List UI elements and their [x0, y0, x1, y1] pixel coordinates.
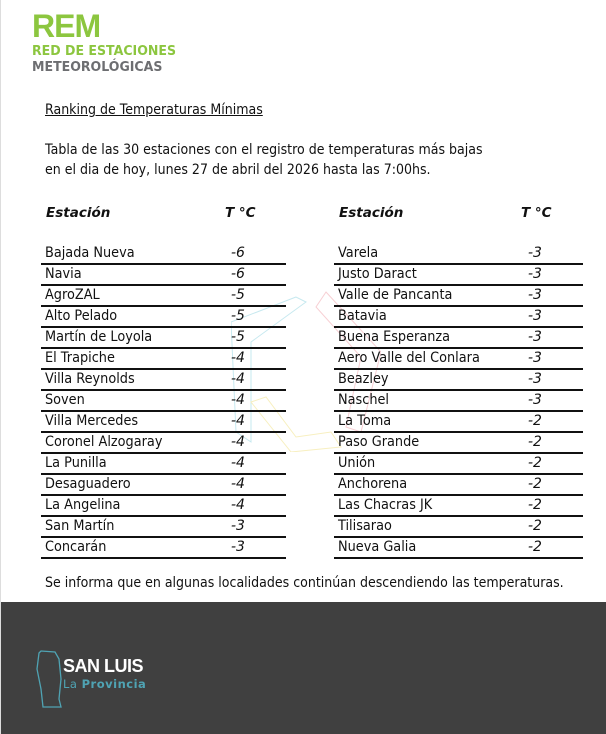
temperature-value: -3 — [528, 308, 542, 324]
brand-name: SAN LUIS — [63, 656, 144, 676]
temperature-value: -3 — [528, 245, 542, 261]
table-row — [334, 496, 583, 517]
station-name: La Punilla — [45, 455, 107, 471]
table-row — [41, 496, 286, 517]
temperature-value: -2 — [528, 539, 542, 555]
column-header-station: Estación — [46, 205, 111, 221]
table-row — [41, 265, 286, 286]
intro-text — [45, 140, 483, 180]
table-row — [41, 538, 286, 559]
temperature-value: -3 — [528, 287, 542, 303]
station-name: Soven — [45, 392, 85, 408]
station-name: Desaguadero — [45, 476, 131, 492]
temperature-value: -4 — [231, 392, 245, 408]
temperature-value: -2 — [528, 476, 542, 492]
temperature-value: -3 — [528, 329, 542, 345]
rows-right — [334, 244, 583, 559]
table-row — [334, 307, 583, 328]
temperature-value: -2 — [528, 413, 542, 429]
temperature-value: -3 — [231, 518, 245, 534]
temperature-value: -4 — [231, 413, 245, 429]
temperature-value: -4 — [231, 455, 245, 471]
temperature-value: -4 — [231, 371, 245, 387]
table-header — [41, 205, 286, 244]
temperature-value: -3 — [231, 539, 245, 555]
rem-logo-line1: RED DE ESTACIONES — [32, 43, 177, 59]
temperature-value: -2 — [528, 455, 542, 471]
station-name: Unión — [338, 455, 376, 471]
temperature-value: -3 — [528, 266, 542, 282]
station-name: San Martín — [45, 518, 115, 534]
station-name: Justo Daract — [338, 266, 417, 282]
table-row — [334, 454, 583, 475]
temperature-value: -2 — [528, 497, 542, 513]
table-row — [334, 412, 583, 433]
rem-logo-text-m: M — [74, 8, 101, 44]
station-name: El Trapiche — [45, 350, 115, 366]
intro-line-2: en el dia de hoy, lunes 27 de abril del 2026 hasta las 7:00hs. — [45, 162, 431, 178]
station-name: Aero Valle del Conlara — [338, 350, 480, 366]
station-name: Nueva Galia — [338, 539, 417, 555]
station-name: Anchorena — [338, 476, 408, 492]
table-header — [334, 205, 583, 244]
table-row — [41, 517, 286, 538]
station-name: Coronel Alzogaray — [45, 434, 163, 450]
column-header-station: Estación — [339, 205, 404, 221]
footer-bar — [1, 602, 606, 734]
table-row — [334, 433, 583, 454]
table-row — [41, 475, 286, 496]
station-name: AgroZAL — [45, 287, 100, 303]
temperature-value: -4 — [231, 350, 245, 366]
brand-subtitle-a: La — [63, 677, 78, 691]
temperature-value: -6 — [231, 245, 245, 261]
station-name: Bajada Nueva — [45, 245, 135, 261]
ranking-table-left — [41, 205, 286, 559]
station-name: Naschel — [338, 392, 389, 408]
rem-logo-line2: METEOROLÓGICAS — [32, 59, 163, 75]
temperature-value: -5 — [231, 308, 245, 324]
table-row — [41, 454, 286, 475]
station-name: Valle de Pancanta — [338, 287, 453, 303]
temperature-value: -4 — [231, 497, 245, 513]
station-name: Batavia — [338, 308, 387, 324]
rem-logo-text-re: RE — [32, 8, 75, 44]
station-name: Martín de Loyola — [45, 329, 153, 345]
temperature-value: -5 — [231, 329, 245, 345]
temperature-value: -2 — [528, 434, 542, 450]
table-row — [41, 433, 286, 454]
table-row — [41, 412, 286, 433]
station-name: Concarán — [45, 539, 107, 555]
column-header-temp: T °C — [225, 205, 256, 221]
temperature-value: -3 — [528, 371, 542, 387]
rem-logo — [32, 10, 187, 75]
table-row — [41, 328, 286, 349]
station-name: La Angelina — [45, 497, 121, 513]
temperature-value: -3 — [528, 350, 542, 366]
table-row — [41, 307, 286, 328]
temperature-value: -3 — [528, 392, 542, 408]
intro-line-1: Tabla de las 30 estaciones con el registro de temperaturas más bajas — [45, 142, 483, 158]
page-title: Ranking de Temperaturas Mínimas — [45, 102, 263, 118]
station-name: Buena Esperanza — [338, 329, 451, 345]
station-name: Paso Grande — [338, 434, 420, 450]
station-name: Alto Pelado — [45, 308, 118, 324]
temperature-value: -6 — [231, 266, 245, 282]
brand-subtitle — [63, 677, 146, 691]
temperature-value: -4 — [231, 476, 245, 492]
station-name: Tilisarao — [338, 518, 392, 534]
footnote: Se informa que en algunas localidades continúan descendiendo las temperaturas. — [45, 575, 564, 591]
station-name: Varela — [338, 245, 379, 261]
ranking-table-right — [334, 205, 583, 559]
table-row — [334, 328, 583, 349]
temperature-value: -2 — [528, 518, 542, 534]
table-row — [334, 349, 583, 370]
table-row — [334, 244, 583, 265]
table-row — [41, 370, 286, 391]
table-row — [334, 538, 583, 559]
temperature-value: -4 — [231, 434, 245, 450]
rows-left — [41, 244, 286, 559]
table-row — [334, 475, 583, 496]
station-name: Villa Reynolds — [45, 371, 135, 387]
station-name: Villa Mercedes — [45, 413, 139, 429]
table-row — [41, 244, 286, 265]
table-row — [334, 517, 583, 538]
station-name: La Toma — [338, 413, 392, 429]
column-header-temp: T °C — [521, 205, 552, 221]
station-name: Navia — [45, 266, 82, 282]
table-row — [334, 370, 583, 391]
station-name: Beazley — [338, 371, 389, 387]
table-row — [334, 391, 583, 412]
table-row — [334, 286, 583, 307]
rem-logo-text — [32, 10, 187, 42]
temperature-value: -5 — [231, 287, 245, 303]
brand-subtitle-b: Provincia — [81, 677, 147, 691]
table-row — [41, 391, 286, 412]
station-name: Las Chacras JK — [338, 497, 433, 513]
table-row — [41, 286, 286, 307]
table-row — [334, 265, 583, 286]
table-row — [41, 349, 286, 370]
